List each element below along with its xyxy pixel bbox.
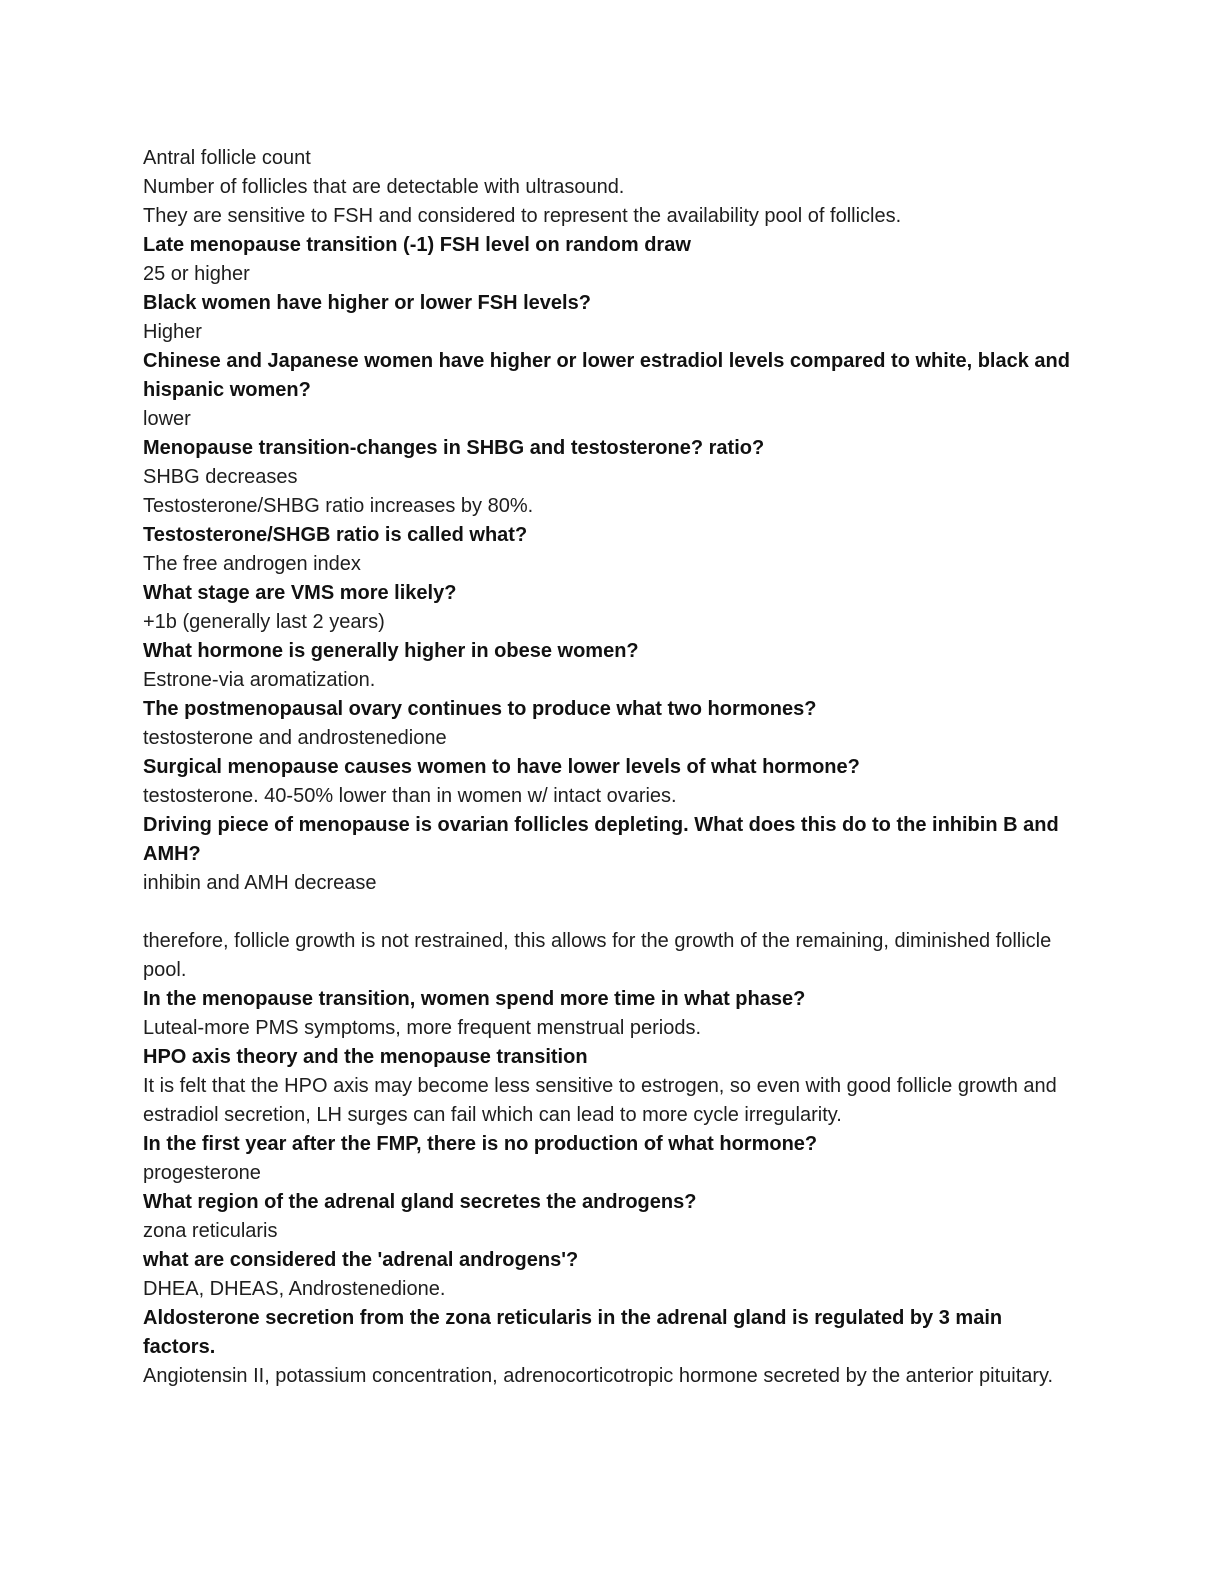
document-body [143,144,1073,1391]
question-line: What hormone is generally higher in obese women? [143,640,639,662]
answer-line: Angiotensin II, potassium concentration, adrenocorticotropic hormone secreted by the anterior pituitary. [143,1365,1054,1387]
question-line: What region of the adrenal gland secretes the androgens? [143,1191,697,1213]
question-line: HPO axis theory and the menopause transition [143,1046,588,1068]
answer-line: 25 or higher [143,263,250,285]
answer-line: SHBG decreases [143,466,298,488]
answer-line: DHEA, DHEAS, Androstenedione. [143,1278,446,1300]
answer-line: The free androgen index [143,553,361,575]
question-line: Driving piece of menopause is ovarian follicles depleting. What does this do to the inhibin B and AMH? [143,814,1059,865]
answer-line: testosterone and androstenedione [143,727,447,749]
answer-line: +1b (generally last 2 years) [143,611,385,633]
answer-line: inhibin and AMH decrease [143,872,377,894]
question-line: Aldosterone secretion from the zona reticularis in the adrenal gland is regulated by 3 main factors. [143,1307,1003,1358]
answer-line: Testosterone/SHBG ratio increases by 80%. [143,495,534,517]
answer-line: Antral follicle count [143,147,311,169]
question-line: what are considered the 'adrenal androgens'? [143,1249,579,1271]
answer-line: It is felt that the HPO axis may become less sensitive to estrogen, so even with good follicle growth and estradiol secretion, LH surges can fail which can lead to more cycle irregularity. [143,1075,1057,1126]
question-line: Surgical menopause causes women to have lower levels of what hormone? [143,756,860,778]
answer-line: They are sensitive to FSH and considered to represent the availability pool of follicles. [143,205,902,227]
answer-line: progesterone [143,1162,261,1184]
answer-line: Number of follicles that are detectable with ultrasound. [143,176,625,198]
question-line: Testosterone/SHGB ratio is called what? [143,524,528,546]
question-line: Chinese and Japanese women have higher or lower estradiol levels compared to white, black and hispanic women? [143,350,1070,401]
answer-line: testosterone. 40-50% lower than in women w/ intact ovaries. [143,785,677,807]
answer-line: zona reticularis [143,1220,278,1242]
question-line: In the menopause transition, women spend more time in what phase? [143,988,806,1010]
answer-line: Estrone-via aromatization. [143,669,376,691]
question-line: Black women have higher or lower FSH levels? [143,292,591,314]
blank-line [143,898,1073,927]
answer-line: Luteal-more PMS symptoms, more frequent menstrual periods. [143,1017,701,1039]
answer-line: Higher [143,321,202,343]
question-line: The postmenopausal ovary continues to produce what two hormones? [143,698,817,720]
question-line: In the first year after the FMP, there is no production of what hormone? [143,1133,818,1155]
question-line: What stage are VMS more likely? [143,582,457,604]
answer-line: therefore, follicle growth is not restrained, this allows for the growth of the remaining, diminished follicle pool. [143,930,1052,981]
answer-line: lower [143,408,191,430]
question-line: Menopause transition-changes in SHBG and testosterone? ratio? [143,437,765,459]
question-line: Late menopause transition (-1) FSH level on random draw [143,234,691,256]
